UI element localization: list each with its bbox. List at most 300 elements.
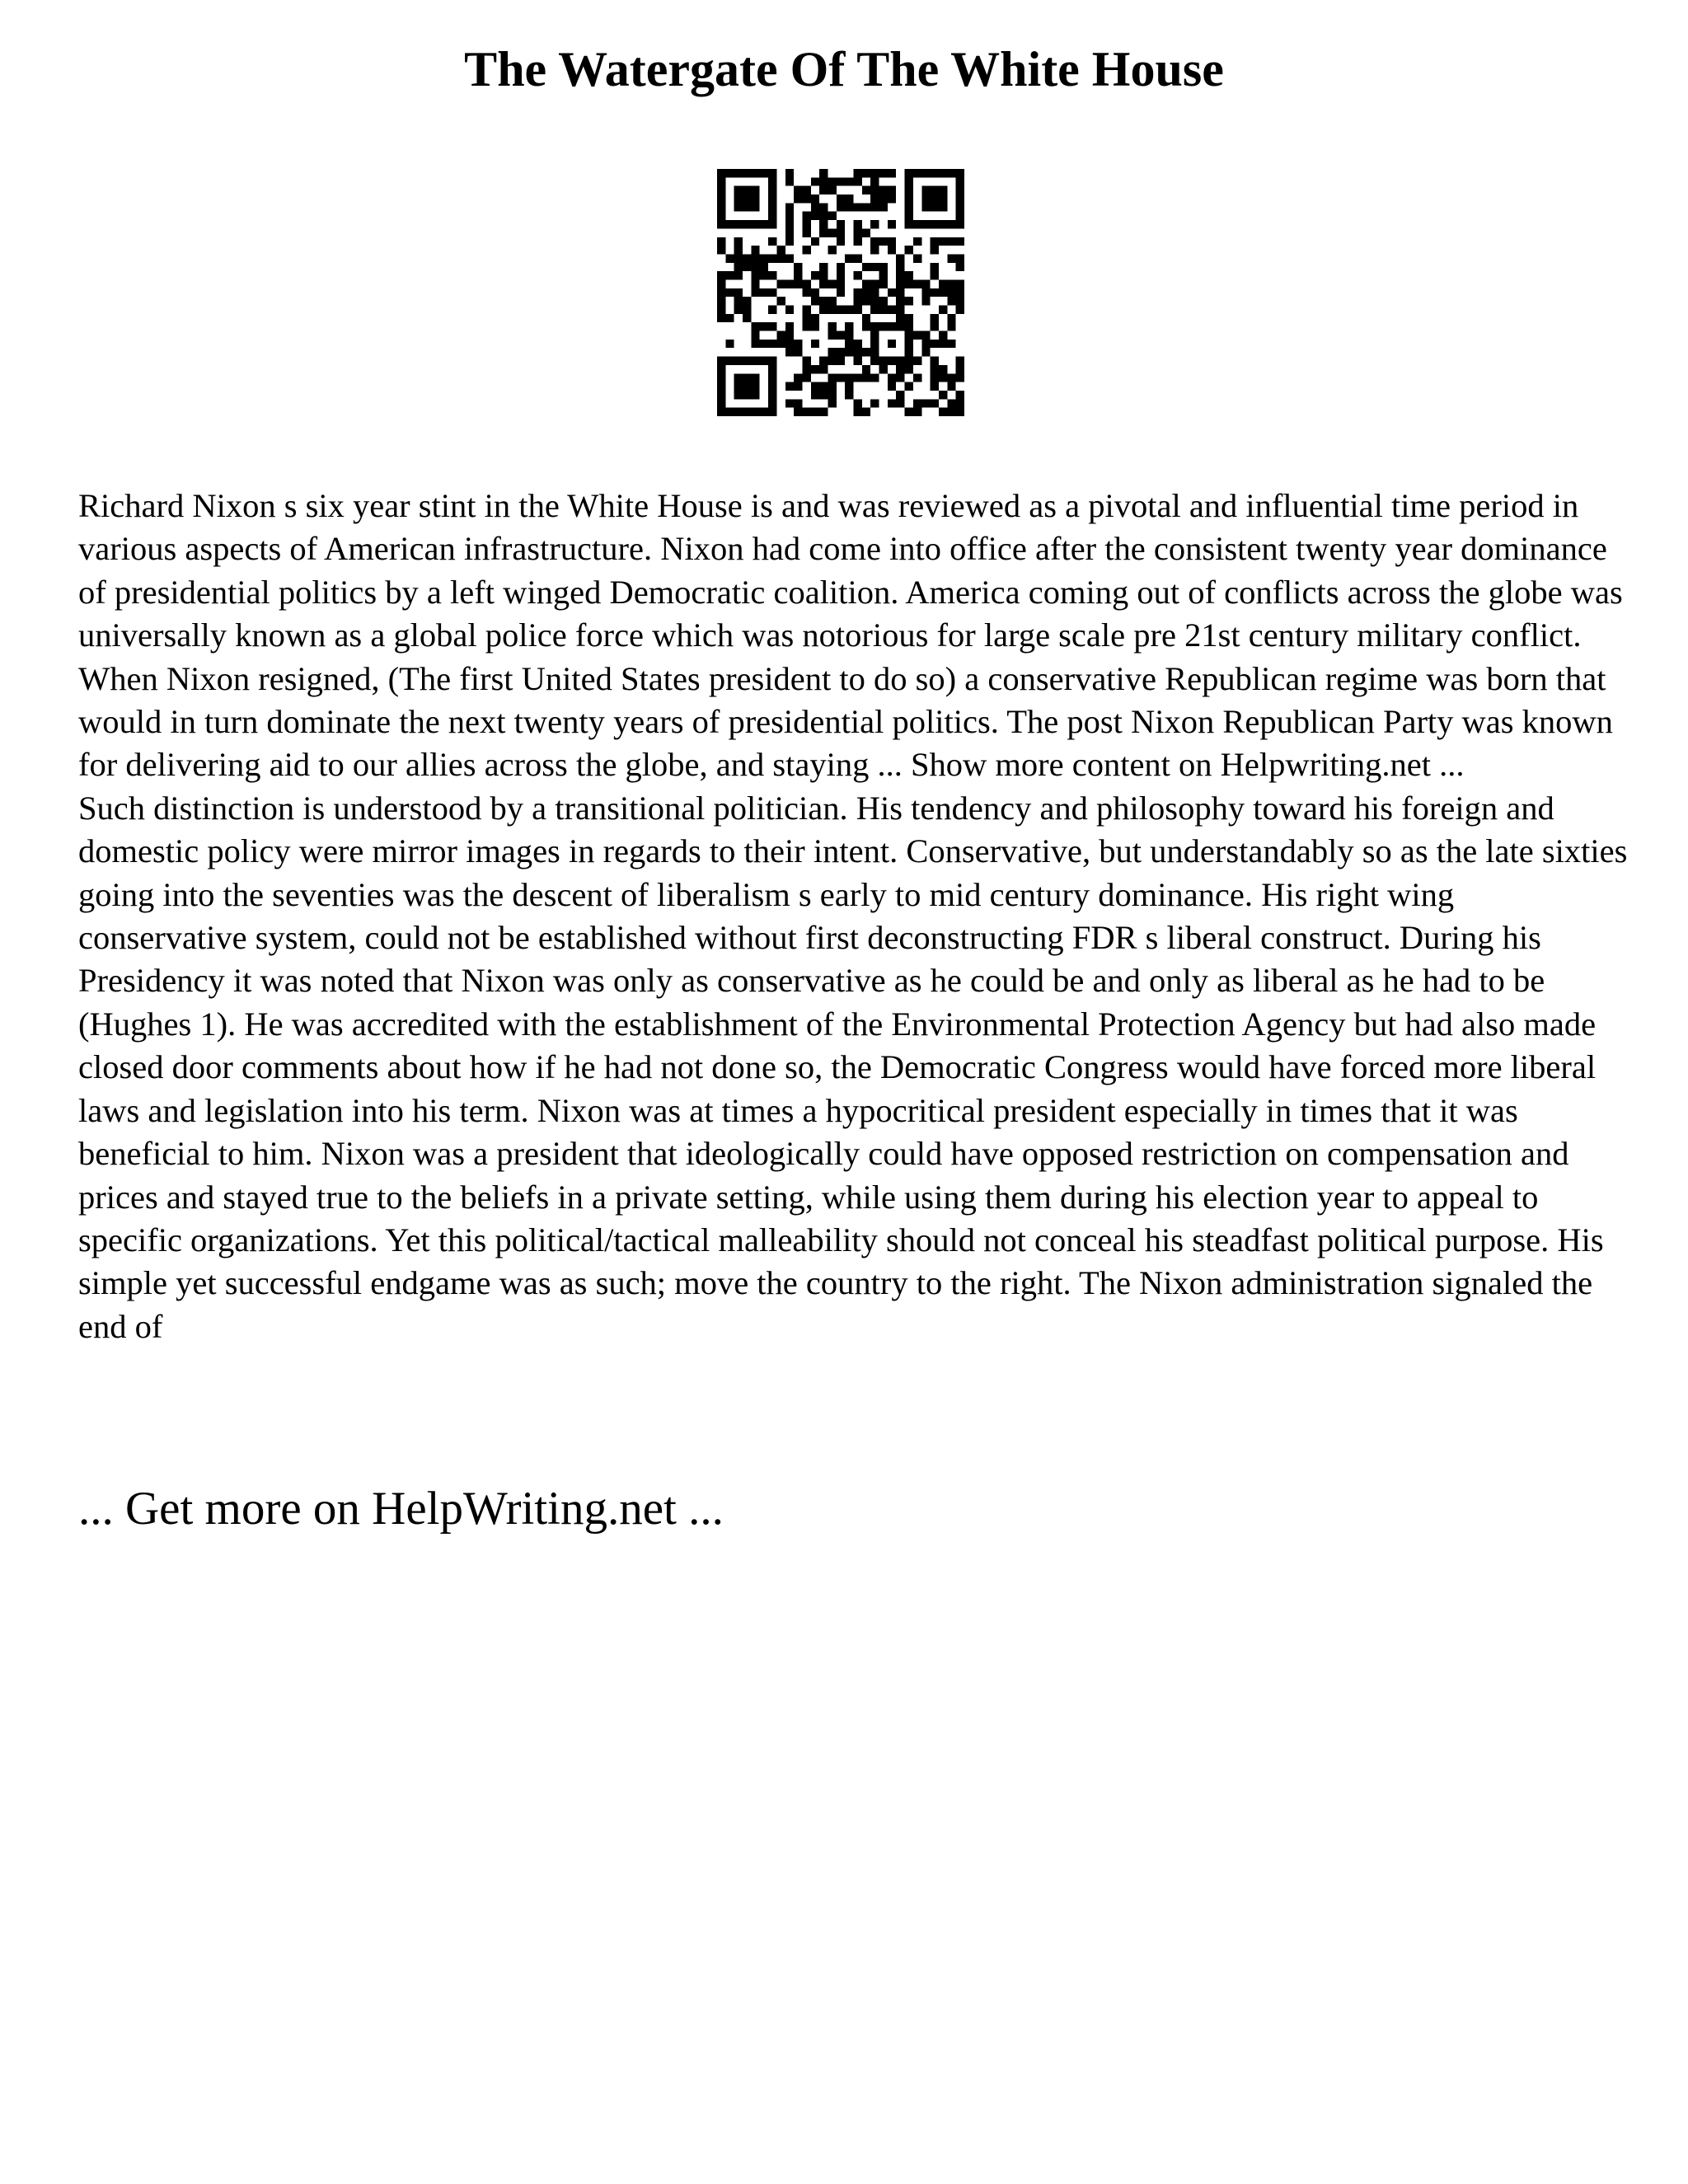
qr-module xyxy=(837,306,845,314)
qr-module xyxy=(939,194,947,203)
qr-module xyxy=(794,373,802,382)
qr-module xyxy=(896,279,904,288)
qr-module xyxy=(743,263,751,271)
qr-module xyxy=(802,220,810,228)
qr-module xyxy=(888,237,896,246)
qr-module xyxy=(931,399,939,407)
qr-module xyxy=(725,254,734,262)
qr-module xyxy=(819,186,828,194)
qr-module xyxy=(794,348,802,356)
qr-module xyxy=(947,314,955,322)
qr-module xyxy=(905,279,913,288)
qr-module xyxy=(734,357,743,365)
qr-module xyxy=(717,279,725,288)
qr-module xyxy=(913,373,921,382)
qr-module xyxy=(751,271,759,279)
qr-module xyxy=(717,186,725,194)
qr-module xyxy=(717,246,725,254)
qr-module xyxy=(870,246,879,254)
paragraph: Such distinction is understood by a transitional politician. His tendency and philosophy toward his foreign and domestic policy were mirror images in regards to their intent. Conservative, but understandably so as the late sixties going into the seventies was the descent of liberalism s early to mid century dominance. His right wing conservative system, could not be established without first deconstructing FDR s liberal construct. During his Presidency it was noted that Nixon was only as conservative as he could be and only as liberal as he had to be (Hughes 1). He was accredited with the establishment of the Environmental Protection Agency but had also made closed door comments about how if he had not done so, the Democratic Congress would have forced more liberal laws and legislation into his term. Nixon was at times a hypocritical president especially in times that it was beneficial to him. Nixon was a president that ideologically could have opposed restriction on compensation and prices and stayed true to the beliefs in a private setting, while using them during his election year to appeal to specific organizations. Yet this political/tactical malleability should not conceal his steadfast political purpose. His simple yet successful endgame was as such; move the country to the right. The Nixon administration signaled the end of xyxy=(78,789,1628,1345)
qr-module xyxy=(768,220,776,228)
qr-module xyxy=(888,373,896,382)
qr-module xyxy=(896,391,904,399)
qr-module xyxy=(768,373,776,382)
get-more-link[interactable]: ... Get more on HelpWriting.net ... xyxy=(78,1483,724,1535)
qr-module xyxy=(751,279,759,288)
qr-module xyxy=(862,314,870,322)
qr-module xyxy=(734,271,743,279)
qr-module xyxy=(939,365,947,373)
qr-module xyxy=(905,322,913,330)
qr-module xyxy=(862,263,870,271)
qr-module xyxy=(896,271,904,279)
qr-module xyxy=(819,212,828,220)
qr-module xyxy=(725,220,734,228)
qr-module xyxy=(802,408,810,416)
qr-module xyxy=(811,382,819,391)
qr-module xyxy=(947,408,955,416)
qr-module xyxy=(956,373,964,382)
qr-module xyxy=(913,169,921,177)
qr-module xyxy=(802,365,810,373)
qr-module xyxy=(905,348,913,356)
qr-module xyxy=(768,254,776,262)
qr-module xyxy=(888,322,896,330)
qr-module xyxy=(794,194,802,203)
qr-module xyxy=(811,203,819,211)
qr-module xyxy=(931,246,939,254)
qr-module xyxy=(760,408,768,416)
qr-module xyxy=(743,169,751,177)
qr-module xyxy=(768,306,776,314)
qr-module xyxy=(717,306,725,314)
qr-module xyxy=(947,382,955,391)
qr-module xyxy=(802,212,810,220)
qr-module xyxy=(725,340,734,348)
qr-module xyxy=(768,203,776,211)
qr-module xyxy=(905,340,913,348)
qr-module xyxy=(802,322,810,330)
qr-module xyxy=(913,357,921,365)
qr-module xyxy=(802,246,810,254)
qr-module xyxy=(931,340,939,348)
qr-module xyxy=(717,357,725,365)
qr-module xyxy=(811,340,819,348)
qr-module xyxy=(870,331,879,340)
qr-module xyxy=(854,373,862,382)
qr-module xyxy=(888,186,896,194)
qr-module xyxy=(734,203,743,211)
qr-module xyxy=(819,279,828,288)
qr-module xyxy=(956,399,964,407)
qr-module xyxy=(956,391,964,399)
qr-module xyxy=(879,271,888,279)
qr-module xyxy=(717,177,725,185)
qr-module xyxy=(734,382,743,391)
qr-module xyxy=(931,220,939,228)
qr-module xyxy=(743,220,751,228)
qr-module xyxy=(888,340,896,348)
qr-module xyxy=(905,220,913,228)
qr-module xyxy=(854,177,862,185)
qr-module xyxy=(760,322,768,330)
qr-module xyxy=(743,306,751,314)
qr-module xyxy=(854,306,862,314)
qr-module xyxy=(828,322,836,330)
qr-module xyxy=(870,237,879,246)
qr-module xyxy=(854,348,862,356)
qr-module xyxy=(725,314,734,322)
qr-module xyxy=(931,169,939,177)
qr-module xyxy=(921,288,930,297)
qr-module xyxy=(819,263,828,271)
qr-module xyxy=(811,288,819,297)
qr-module xyxy=(870,357,879,365)
qr-module xyxy=(837,177,845,185)
qr-module xyxy=(785,348,794,356)
qr-module xyxy=(743,203,751,211)
qr-module xyxy=(870,279,879,288)
qr-module xyxy=(870,340,879,348)
qr-module xyxy=(870,194,879,203)
qr-module xyxy=(794,340,802,348)
qr-module xyxy=(785,228,794,237)
qr-module xyxy=(811,297,819,305)
qr-module xyxy=(870,203,879,211)
qr-module xyxy=(828,212,836,220)
qr-module xyxy=(913,408,921,416)
qr-module xyxy=(760,271,768,279)
qr-module xyxy=(734,263,743,271)
qr-module xyxy=(734,297,743,305)
qr-module xyxy=(870,177,879,185)
qr-module xyxy=(905,212,913,220)
qr-module xyxy=(905,382,913,391)
qr-module xyxy=(845,306,853,314)
qr-module xyxy=(854,220,862,228)
qr-module xyxy=(956,212,964,220)
qr-module xyxy=(802,228,810,237)
qr-module xyxy=(785,220,794,228)
qr-module xyxy=(751,203,759,211)
qr-module xyxy=(896,288,904,297)
qr-module xyxy=(947,169,955,177)
qr-module xyxy=(743,194,751,203)
qr-module xyxy=(939,186,947,194)
qr-module xyxy=(845,331,853,340)
qr-module xyxy=(888,169,896,177)
qr-module xyxy=(768,177,776,185)
qr-module xyxy=(717,408,725,416)
qr-module xyxy=(870,306,879,314)
qr-module xyxy=(879,237,888,246)
qr-module xyxy=(837,228,845,237)
qr-module xyxy=(802,194,810,203)
qr-module xyxy=(896,263,904,271)
qr-module xyxy=(828,348,836,356)
qr-module xyxy=(896,254,904,262)
qr-module xyxy=(888,357,896,365)
qr-module xyxy=(768,169,776,177)
qr-module xyxy=(717,203,725,211)
qr-module xyxy=(956,263,964,271)
qr-module xyxy=(905,357,913,365)
qr-module xyxy=(879,297,888,305)
qr-code-icon[interactable] xyxy=(717,169,964,416)
qr-module xyxy=(760,340,768,348)
qr-module xyxy=(743,297,751,305)
qr-module xyxy=(717,365,725,373)
qr-module xyxy=(879,306,888,314)
qr-module xyxy=(776,254,785,262)
qr-module xyxy=(743,391,751,399)
qr-module xyxy=(931,314,939,322)
qr-module xyxy=(947,220,955,228)
qr-module xyxy=(896,306,904,314)
qr-module xyxy=(717,288,725,297)
qr-module xyxy=(931,322,939,330)
qr-module xyxy=(939,237,947,246)
qr-module xyxy=(819,169,828,177)
qr-module xyxy=(734,246,743,254)
qr-module xyxy=(854,169,862,177)
qr-module xyxy=(768,186,776,194)
qr-module xyxy=(862,169,870,177)
qr-module xyxy=(811,322,819,330)
qr-module xyxy=(743,382,751,391)
qr-module xyxy=(760,263,768,271)
qr-module xyxy=(896,314,904,322)
qr-module xyxy=(785,254,794,262)
qr-module xyxy=(879,263,888,271)
qr-module xyxy=(845,373,853,382)
qr-module xyxy=(785,177,794,185)
qr-module xyxy=(743,373,751,382)
qr-module xyxy=(828,297,836,305)
qr-module xyxy=(931,288,939,297)
qr-module xyxy=(931,373,939,382)
qr-module xyxy=(725,271,734,279)
qr-module xyxy=(802,314,810,322)
qr-module xyxy=(870,399,879,407)
qr-module xyxy=(854,340,862,348)
qr-module xyxy=(854,399,862,407)
qr-module xyxy=(768,288,776,297)
qr-module xyxy=(939,306,947,314)
qr-module xyxy=(776,297,785,305)
qr-module xyxy=(921,399,930,407)
qr-module xyxy=(939,279,947,288)
qr-module xyxy=(905,408,913,416)
qr-module xyxy=(921,169,930,177)
qr-module xyxy=(794,271,802,279)
qr-module xyxy=(837,288,845,297)
qr-module xyxy=(734,391,743,399)
qr-module xyxy=(913,331,921,340)
qr-module xyxy=(811,212,819,220)
qr-module xyxy=(913,237,921,246)
qr-module xyxy=(734,220,743,228)
qr-module xyxy=(854,288,862,297)
qr-module xyxy=(811,237,819,246)
qr-module xyxy=(837,263,845,271)
qr-module xyxy=(768,237,776,246)
qr-module xyxy=(931,203,939,211)
qr-module xyxy=(939,288,947,297)
qr-module xyxy=(837,194,845,203)
qr-module xyxy=(956,254,964,262)
qr-module xyxy=(862,373,870,382)
qr-module xyxy=(794,399,802,407)
qr-module xyxy=(751,382,759,391)
qr-module xyxy=(811,365,819,373)
qr-module xyxy=(862,288,870,297)
qr-module xyxy=(862,408,870,416)
qr-module xyxy=(811,271,819,279)
qr-module xyxy=(947,279,955,288)
qr-module xyxy=(947,237,955,246)
qr-module xyxy=(913,220,921,228)
qr-module xyxy=(828,186,836,194)
qr-module xyxy=(939,331,947,340)
qr-module xyxy=(794,382,802,391)
qr-module xyxy=(896,357,904,365)
qr-module xyxy=(837,373,845,382)
qr-module xyxy=(776,331,785,340)
qr-module xyxy=(751,331,759,340)
qr-module xyxy=(879,357,888,365)
qr-module xyxy=(776,340,785,348)
qr-module xyxy=(956,177,964,185)
qr-module xyxy=(717,237,725,246)
qr-module xyxy=(760,357,768,365)
qr-module xyxy=(751,373,759,382)
qr-module xyxy=(725,288,734,297)
qr-module xyxy=(794,186,802,194)
qr-module xyxy=(854,237,862,246)
qr-module xyxy=(760,288,768,297)
qr-module xyxy=(921,220,930,228)
qr-module xyxy=(734,373,743,382)
qr-module xyxy=(734,194,743,203)
qr-module xyxy=(828,246,836,254)
qr-module xyxy=(888,220,896,228)
qr-module xyxy=(828,306,836,314)
qr-module xyxy=(819,297,828,305)
qr-module xyxy=(905,297,913,305)
qr-module xyxy=(879,194,888,203)
qr-module xyxy=(956,237,964,246)
qr-module xyxy=(879,279,888,288)
qr-module xyxy=(956,365,964,373)
qr-module xyxy=(802,288,810,297)
qr-module xyxy=(768,212,776,220)
qr-module xyxy=(785,169,794,177)
qr-module xyxy=(956,279,964,288)
qr-module xyxy=(888,288,896,297)
qr-module xyxy=(931,271,939,279)
qr-module xyxy=(939,340,947,348)
qr-module xyxy=(734,254,743,262)
qr-module xyxy=(837,203,845,211)
qr-module xyxy=(768,340,776,348)
qr-module xyxy=(921,279,930,288)
qr-module xyxy=(896,297,904,305)
qr-module xyxy=(717,271,725,279)
qr-module xyxy=(905,169,913,177)
qr-module xyxy=(785,212,794,220)
qr-module xyxy=(921,194,930,203)
qr-module xyxy=(905,194,913,203)
qr-module xyxy=(743,254,751,262)
qr-module xyxy=(837,220,845,228)
qr-module xyxy=(828,373,836,382)
qr-module xyxy=(828,228,836,237)
qr-module xyxy=(785,322,794,330)
qr-module xyxy=(837,271,845,279)
qr-module xyxy=(947,340,955,348)
qr-module xyxy=(879,186,888,194)
qr-module xyxy=(837,331,845,340)
qr-module xyxy=(905,186,913,194)
qr-module xyxy=(743,186,751,194)
qr-module xyxy=(921,340,930,348)
qr-module xyxy=(828,279,836,288)
qr-module xyxy=(956,306,964,314)
qr-module xyxy=(743,357,751,365)
qr-module xyxy=(717,391,725,399)
qr-module xyxy=(845,203,853,211)
qr-module xyxy=(956,203,964,211)
qr-module xyxy=(921,331,930,340)
qr-module xyxy=(888,194,896,203)
qr-module xyxy=(751,254,759,262)
qr-module xyxy=(794,263,802,271)
qr-module xyxy=(751,288,759,297)
qr-module xyxy=(879,365,888,373)
qr-module xyxy=(717,382,725,391)
qr-module xyxy=(785,203,794,211)
qr-module xyxy=(768,271,776,279)
qr-module xyxy=(854,408,862,416)
qr-module xyxy=(785,237,794,246)
qr-module xyxy=(725,169,734,177)
qr-module xyxy=(734,186,743,194)
qr-module xyxy=(717,194,725,203)
qr-module xyxy=(854,271,862,279)
qr-module xyxy=(956,220,964,228)
qr-module xyxy=(819,365,828,373)
page-title: The Watergate Of The White House xyxy=(464,42,1224,96)
qr-module xyxy=(862,365,870,373)
qr-module xyxy=(956,297,964,305)
qr-module xyxy=(819,177,828,185)
qr-module xyxy=(785,331,794,340)
qr-module xyxy=(802,373,810,382)
qr-module xyxy=(751,186,759,194)
qr-module xyxy=(947,399,955,407)
qr-module xyxy=(870,373,879,382)
qr-module xyxy=(837,279,845,288)
qr-module xyxy=(913,254,921,262)
qr-module xyxy=(819,306,828,314)
qr-module xyxy=(939,408,947,416)
article-body xyxy=(78,485,1628,1348)
qr-module xyxy=(717,314,725,322)
qr-module xyxy=(870,322,879,330)
qr-module xyxy=(854,357,862,365)
qr-module xyxy=(939,220,947,228)
